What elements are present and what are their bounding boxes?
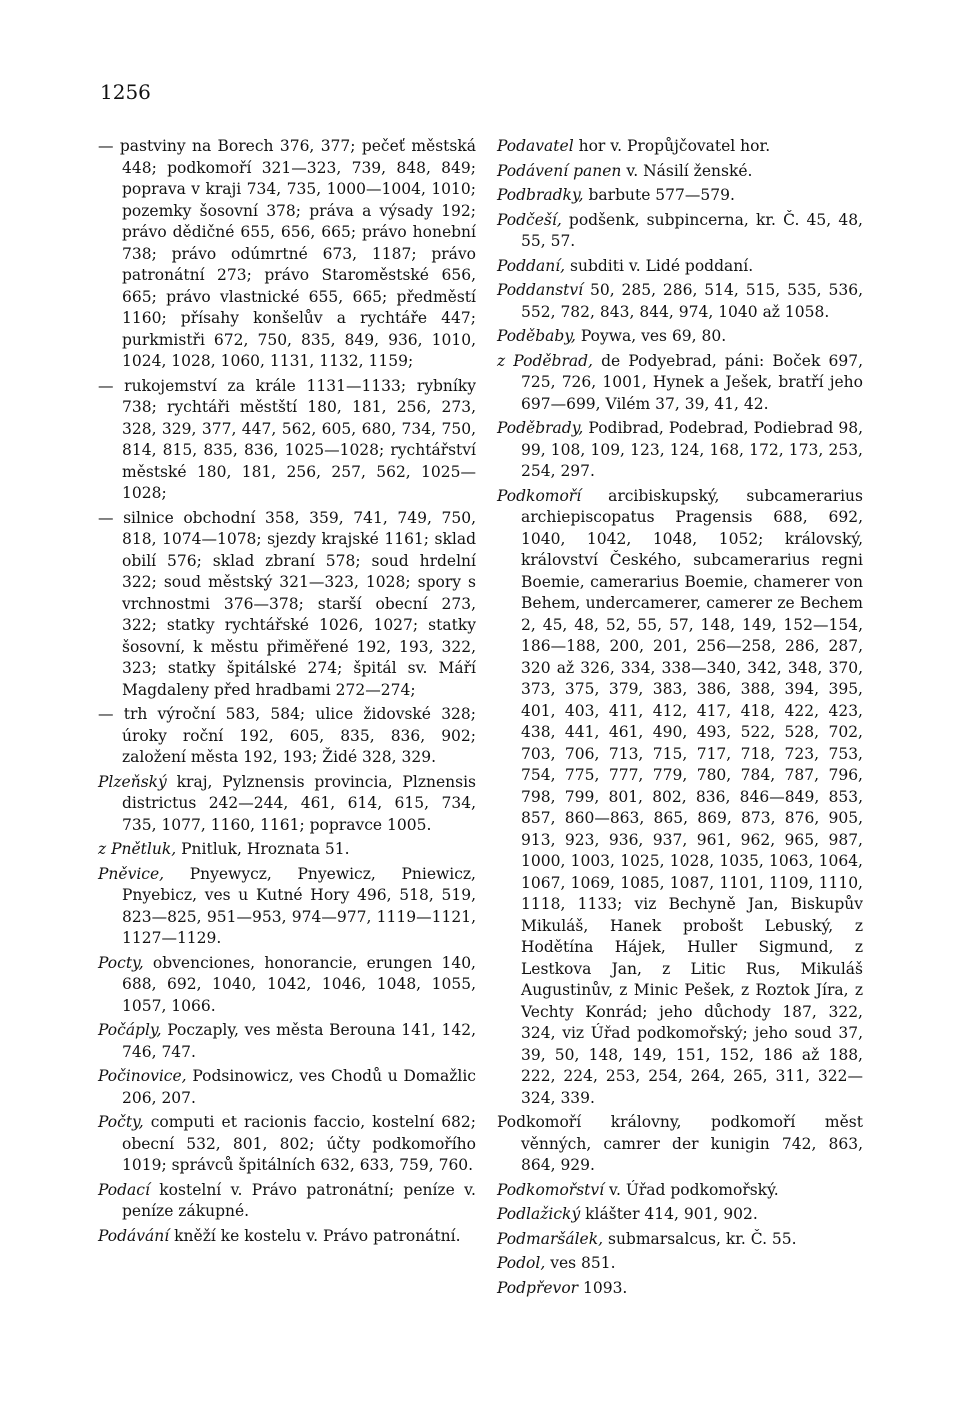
index-entry xyxy=(497,326,863,348)
entry-headword: Podol, xyxy=(497,1254,546,1272)
entry-text: — pastviny na Borech 376, 377; pečeť městská 448; podkomoří 321—323, 739, 848, 849; poprava v kraji 734, 735, 1000—1004, 1010; pozemky šosovní 378; práva a výsady 192; právo dědičné 655, 656, 665; právo honební 738; právo odúmrtné 673, 1187; právo patronátní 273; právo Staroměstské 656, 665; právo vlastnické 655, 665; předměstí 1160; přísahy konšelův a rychtáře 447; purkmistři 672, 750, 835, 849, 936, 1010, 1024, 1028, 1060, 1131, 1132, 1159; xyxy=(98,137,476,370)
index-entry xyxy=(497,1112,863,1177)
entry-headword: Podávení panen xyxy=(497,161,622,180)
entry-headword: Podbradky, xyxy=(497,186,584,204)
entry-text: obvenciones, honorancie, erungen 140, 688, 692, 1040, 1042, 1046, 1048, 1055, 1057, 1066. xyxy=(122,953,476,1015)
index-entry xyxy=(497,351,863,416)
index-entry xyxy=(497,210,863,253)
entry-text: submarsalcus, kr. Č. 55. xyxy=(603,1229,797,1248)
entry-headword: Podkomoří xyxy=(497,486,582,505)
index-entry xyxy=(497,256,863,278)
entry-text: Pnyewycz, Pnyewicz, Pniewicz, Pnyebicz, ves u Kutné Hory 496, 518, 519, 823—825, 951—953, 974—977, 1119—1121, 1127—1129. xyxy=(122,864,476,947)
entry-text: Poywa, ves 69, 80. xyxy=(575,327,727,345)
index-entry xyxy=(497,1253,863,1275)
entry-text: kraj, Pylznensis provincia, Plznensis districtus 242—244, 461, 614, 615, 734, 735, 1077, 1160, 1161; popravce 1005. xyxy=(122,772,476,834)
entry-headword: Podlažický xyxy=(497,1205,581,1223)
entry-headword: Plzeňský xyxy=(98,772,167,791)
index-entry xyxy=(98,864,476,950)
entry-headword: Podčeší, xyxy=(497,210,562,229)
entry-text: Pnitluk, Hroznata 51. xyxy=(176,840,350,858)
entry-headword: Pněvice, xyxy=(98,864,165,883)
entry-text: 1093. xyxy=(578,1278,628,1297)
entry-headword: Poddanství xyxy=(497,281,584,299)
entry-text: podšenk, subpincerna, kr. Č. 45, 48, 55, 57. xyxy=(521,210,863,250)
index-entry xyxy=(98,136,476,373)
entry-headword: Počty, xyxy=(98,1113,144,1131)
left-column xyxy=(98,136,476,1250)
entry-text: ves 851. xyxy=(545,1254,616,1272)
entry-text: Poczaply, ves města Berouna 141, 142, 746, 747. xyxy=(122,1021,476,1061)
entry-text: v. Úřad podkomořský. xyxy=(604,1180,779,1199)
entry-headword: z Pnětluk, xyxy=(98,840,177,858)
index-entry xyxy=(98,1180,476,1223)
index-entry xyxy=(98,839,476,861)
index-entry xyxy=(497,1180,863,1202)
index-entry xyxy=(98,772,476,837)
entry-headword: Podpřevor xyxy=(497,1278,579,1297)
index-entry xyxy=(497,136,863,158)
entry-text: 50, 285, 286, 514, 515, 535, 536, 552, 782, 843, 844, 974, 1040 až 1058. xyxy=(521,281,863,321)
entry-text: kněží ke kostelu v. Právo patronátní. xyxy=(169,1226,461,1245)
entry-headword: Poddaní, xyxy=(497,256,566,275)
entry-text: Podkomoří královny, podkomoří měst věnných, camrer der kunigin 742, 863, 864, 929. xyxy=(497,1113,863,1174)
index-entry xyxy=(98,376,476,505)
index-entry xyxy=(497,185,863,207)
entry-text: Podibrad, Podebrad, Podiebrad 98, 99, 108, 109, 123, 124, 168, 172, 173, 253, 254, 297. xyxy=(521,419,863,480)
entry-text: de Podyebrad, páni: Boček 697, 725, 726, 1001, Hynek a Ješek, bratří jeho 697—699, Vilém 37, 39, 41, 42. xyxy=(521,351,863,413)
index-entry xyxy=(497,486,863,1110)
entry-headword: Počáply, xyxy=(98,1021,162,1039)
right-column xyxy=(497,136,863,1302)
entry-text: barbute 577—579. xyxy=(583,186,735,204)
index-entry xyxy=(497,1278,863,1300)
index-entry xyxy=(497,280,863,323)
entry-headword: Poděbrady, xyxy=(497,419,584,437)
entry-text: — silnice obchodní 358, 359, 741, 749, 750, 818, 1074—1078; sjezdy krajské 1161; sklad obilí 576; sklad zbraní 578; soud hrdelní 322; soud městský 321—323, 1028; spory s vrchnostmi 376—378; starší obecní 273, 322; statky rychtářské 1026, 1027; statky šosovní, k městu přiměřené 192, 193, 322, 323; statky špitálské 274; špitál sv. Máří Magdaleny před hradbami 272—274; xyxy=(98,508,476,699)
entry-headword: Počinovice, xyxy=(98,1067,187,1085)
entry-text: Podsinowicz, ves Chodů u Domažlic 206, 207. xyxy=(122,1067,476,1107)
index-entry xyxy=(98,1112,476,1177)
entry-headword: Podmaršálek, xyxy=(497,1229,604,1248)
index-entry xyxy=(497,161,863,183)
entry-headword: Pocty, xyxy=(98,953,144,972)
index-entry xyxy=(98,953,476,1018)
entry-headword: Podací xyxy=(98,1180,150,1199)
index-entry xyxy=(98,1226,476,1248)
entry-text: kostelní v. Právo patronátní; peníze v. peníze zákupné. xyxy=(122,1180,476,1220)
entry-text: v. Násilí ženské. xyxy=(621,161,753,180)
entry-text: subditi v. Lidé poddaní. xyxy=(565,256,754,275)
entry-text: klášter 414, 901, 902. xyxy=(580,1205,758,1223)
entry-text: hor v. Propůjčovatel hor. xyxy=(573,137,771,155)
index-entry xyxy=(98,1066,476,1109)
entry-text: computi et racionis faccio, kostelní 682; obecní 532, 801, 802; účty podkomořího 1019; správců špitálních 632, 633, 759, 760. xyxy=(122,1113,476,1174)
index-entry xyxy=(98,508,476,702)
index-entry xyxy=(497,1204,863,1226)
index-entry xyxy=(497,418,863,483)
entry-headword: Poděbaby, xyxy=(497,327,576,345)
entry-text: — rukojemství za krále 1131—1133; rybníky 738; rychtáři městští 180, 181, 256, 273, 328, 329, 377, 447, 562, 605, 680, 734, 750, 814, 815, 835, 836, 1025—1028; rychtářství městské 180, 181, 256, 257, 562, 1025—1028; xyxy=(98,376,476,502)
entry-headword: Podkomořství xyxy=(497,1180,605,1199)
entry-headword: Podavatel xyxy=(497,137,574,155)
entry-headword: Podávání xyxy=(98,1226,170,1245)
index-entry xyxy=(98,1020,476,1063)
index-entry xyxy=(497,1229,863,1251)
entry-text: — trh výroční 583, 584; ulice židovské 328; úroky roční 192, 605, 835, 836, 902; založení města 192, 193; Židé 328, 329. xyxy=(98,705,476,766)
entry-text: arcibiskupský, subcamerarius archiepiscopatus Pragensis 688, 692, 1040, 1042, 1048, 1052; královský, království Českého, subcamerarius regni Boemie, camerarius Boemie, chamerer von Behem, undercamerer, camerer ze Bechem 2, 45, 48, 52, 55, 57, 148, 149, 152—154, 186—188, 200, 201, 256—258, 286, 287, 320 až 326, 334, 338—340, 342, 348, 370, 373, 375, 379, 383, 386, 388, 394, 395, 401, 403, 411, 412, 417, 418, 422, 423, 438, 441, 461, 490, 493, 522, 528, 702, 703, 706, 713, 715, 717, 718, 723, 753, 754, 775, 777, 779, 780, 784, 787, 796, 798, 799, 801, 802, 836, 846—849, 853, 857, 860—863, 865, 869, 873, 876, 905, 913, 923, 936, 937, 961, 962, 965, 987, 1000, 1003, 1025, 1028, 1035, 1063, 1064, 1067, 1069, 1085, 1087, 1101, 1109, 1110, 1118, 1133; viz Bechyně Jan, Biskupův Mikuláš, Hanek probošt Lebuský, z Hodětína Hájek, Huller Sigmund, z Lestkova Jan, z Litic Rus, Mikuláš Augustinův, z Minic Pešek, z Roztok Jíra, z Vechty Konrád; jeho důchody 187, 322, 324, viz Úřad podkomořský; jeho soud 37, 39, 50, 148, 149, 151, 152, 186 až 188, 222, 224, 253, 254, 264, 265, 311, 322—324, 339. xyxy=(521,486,863,1107)
index-entry xyxy=(98,704,476,769)
page-number: 1256 xyxy=(100,80,151,104)
entry-headword: z Poděbrad, xyxy=(497,351,593,370)
